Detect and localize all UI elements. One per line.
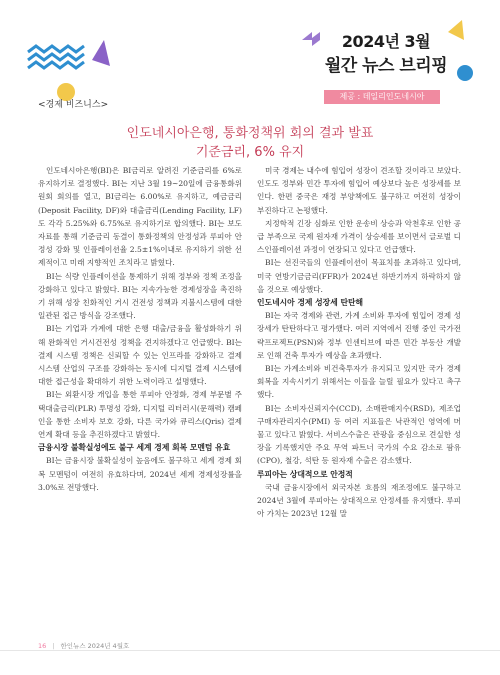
zigzag-decoration-icon — [28, 46, 84, 68]
category-label: <경제 비즈니스> — [38, 100, 109, 110]
section-heading: 루피아는 상대적으로 안정적 — [257, 469, 353, 479]
page-footer — [38, 641, 129, 650]
briefing-header — [316, 30, 456, 78]
section-heading: 인도네시아 경제 성장세 탄탄해 — [257, 298, 364, 308]
paragraph: BI는 가계소비와 비건축투자가 유지되고 있지만 국가 경제 회복을 지속시키기 위해서는 이들을 늘릴 필요가 있다고 촉구했다. — [257, 364, 461, 400]
paragraph: BI는 기업과 가계에 대한 은행 대출/금융을 활성화하기 위해 완화적인 거시건전성 정책을 견지하겠다고 언급했다. BI는 결제 시스템 정책은 신뢰할 수 있는 인프라를 강화하고 결제 시스템 산업의 구조를 강화하는 동시에 디지털 결제 시스템에 대한 접근성을 확대하기 위한 노력이라고 설명했다. — [38, 324, 242, 387]
footer-divider — [0, 650, 500, 651]
paragraph: BI는 외환시장 개입을 통한 루피아 안정화, 경제 부문별 주택대출금리(PLR) 투명성 강화, 디지털 리터러시(문해력) 캠페인을 통한 소비자 보호 강화, 다른 국가와 큐리스(Qris) 결제 연계 확대 등을 추진하겠다고 밝혔다. — [38, 390, 242, 440]
paragraph: BI는 금융시장 불확실성이 높음에도 불구하고 세계 경제 회복 모멘텀이 여전히 유효하다며, 2024년 세계 경제성장률을 3.0%로 전망했다. — [38, 456, 242, 492]
paragraph: BI는 식량 인플레이션을 통제하기 위해 정부와 정책 조정을 강화하고 있다고 밝혔다. BI는 지속가능한 경제성장을 촉진하기 위해 성장 친화적인 거시 건전성 정책과 지불시스템에 대한 일관된 접근 방식을 강조했다. — [38, 271, 242, 321]
publication-name: 한인뉴스 2024년 4월호 — [60, 642, 130, 650]
footer-separator: | — [52, 642, 55, 650]
briefing-title: 월간 뉴스 브리핑 — [324, 56, 448, 76]
paragraph: BI는 소비자신뢰지수(CCD), 소매판매지수(RSD), 제조업 구매자관리지수(PMI) 등 여러 지표들은 낙관적인 영역에 머물고 있다고 밝혔다. 서비스수출은 관광을 중심으로 견실한 성장을 기록했지만 주요 무역 파트너 국가의 수요 감소로 팜유(CPO), 철강, 석탄 등 원자재 수출은 감소했다. — [257, 403, 461, 466]
article-title-line1: 인도네시아은행, 통화정책위 회의 결과 발표 — [126, 126, 374, 141]
blue-circle-decoration-icon — [457, 65, 473, 81]
paragraph: 국내 금융시장에서 외국자본 흐름의 재조정에도 불구하고 2024년 3월에 루피아는 상대적으로 안정세를 유지했다. 루피아 가치는 2023년 12월 말 — [257, 482, 461, 519]
section-heading: 금융시장 불확실성에도 불구 세계 경제 회복 모멘텀 유효 — [38, 443, 231, 453]
paragraph: 인도네시아은행(BI)은 BI금리로 알려진 기준금리를 6%로 유지하기로 결정했다. BI는 지난 3월 19~20일에 금융통화위원회 회의를 열고, BI금리는 6.00%로 유지하고, 예금금리(Deposit Facility, DF)와 대출금리(Lending Facility, LF)도 각각 5.25%와 6.75%로 유지하기로 합의했다. BI는 보도자료를 통해 기준금리 동결이 통화정책의 안정성과 루피아 안정성 강화 및 인플레이션율 2.5±1%이내로 유지하기 위한 선제적이고 미래 지향적인 조치라고 밝혔다. — [38, 166, 242, 268]
article-title-line2: 기준금리, 6% 유지 — [195, 145, 305, 160]
left-column — [38, 164, 242, 494]
page-number: 16 — [38, 642, 47, 650]
paragraph: BI는 선진국들의 인플레이션이 목표치를 초과하고 있다며, 미국 연방기금금리(FFR)가 2024년 하반기까지 하락하지 않을 것으로 예상했다. — [257, 258, 461, 294]
paragraph: 지정학적 긴장 심화로 인한 운송비 상승과 악천후로 인한 공급 부족으로 국제 원자재 가격이 상승세를 보이면서 글로벌 디스인플레이션 과정이 연장되고 있다고 언급했다. — [257, 218, 461, 255]
article-title — [0, 124, 500, 162]
triangle-decoration-icon — [92, 40, 110, 66]
paragraph: 미국 경제는 내수에 힘입어 성장이 견조할 것이라고 보았다. 인도도 정부와 민간 투자에 힘입어 예상보다 높은 성장세를 보인다. 한편 중국은 재정 부양책에도 불구하고 여전히 성장이 부진하다고 논평했다. — [257, 166, 461, 215]
source-badge: 제공 : 데일리인도네시아 — [324, 90, 440, 104]
briefing-date: 2024년 3월 — [341, 32, 431, 51]
right-column — [257, 164, 461, 520]
paragraph: BI는 자국 경제와 관련, 가계 소비와 투자에 힘입어 경제 성장세가 탄탄하다고 평가했다. 여러 지역에서 진행 중인 국가전략프로젝트(PSN)와 정부 인센티브에 따른 민간 부동산 개발로 인해 건축 투자가 예상을 초과했다. — [257, 311, 461, 360]
